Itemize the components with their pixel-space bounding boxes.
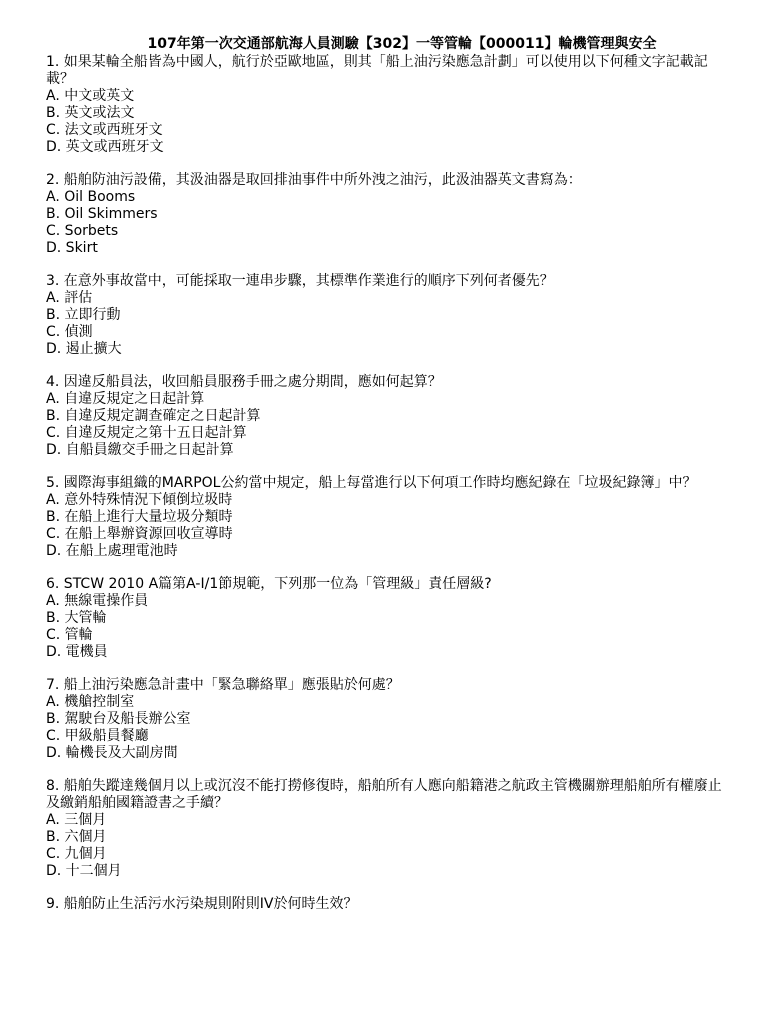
option-a: A. 三個月: [46, 812, 107, 828]
question-5: [46, 475, 728, 560]
option-c: C. 偵測: [46, 324, 93, 340]
option-c: C. 甲級船員餐廳: [46, 728, 149, 744]
option-d: D. 電機員: [46, 644, 108, 660]
option-a: A. 意外特殊情況下傾倒垃圾時: [46, 492, 233, 508]
option-c: C. 九個月: [46, 846, 107, 862]
question-text: 9. 船舶防止生活污水污染規則附則IV於何時生效？: [46, 896, 358, 912]
option-b: B. 大管輪: [46, 610, 107, 626]
option-d: D. Skirt: [46, 240, 98, 256]
option-d: D. 遏止擴大: [46, 341, 122, 357]
option-c: C. Sorbets: [46, 223, 119, 239]
option-b: B. 自違反規定調查確定之日起計算: [46, 408, 261, 424]
exam-title: 107年第一次交通部航海人員測驗【302】一等管輪【000011】輪機管理與安全: [147, 36, 657, 52]
option-b: B. 駕駛台及船長辦公室: [46, 711, 191, 727]
option-d: D. 在船上處理電池時: [46, 543, 178, 559]
option-d: D. 十二個月: [46, 863, 122, 879]
question-6: [46, 576, 728, 661]
option-b: B. Oil Skimmers: [46, 206, 158, 222]
question-text: 8. 船舶失蹤達幾個月以上或沉沒不能打撈修復時，船舶所有人應向船籍港之航政主管機關辦理船舶所有權廢止及繳銷船舶國籍證書之手續？: [46, 778, 722, 811]
option-a: A. 中文或英文: [46, 88, 135, 104]
question-3: [46, 273, 728, 358]
option-list: [46, 290, 728, 358]
option-a: A. 自違反規定之日起計算: [46, 391, 205, 407]
question-8: [46, 778, 728, 880]
option-list: [46, 391, 728, 459]
question-text: 4. 因違反船員法，收回船員服務手冊之處分期間，應如何起算？: [46, 374, 442, 390]
option-c: C. 法文或西班牙文: [46, 122, 163, 138]
option-a: A. 評估: [46, 290, 93, 306]
option-c: C. 管輪: [46, 627, 93, 643]
option-d: D. 自船員繳交手冊之日起計算: [46, 442, 234, 458]
option-a: A. 機艙控制室: [46, 694, 135, 710]
option-c: C. 在船上舉辦資源回收宣導時: [46, 526, 233, 542]
question-text: 2. 船舶防油污設備，其汲油器是取回排油事件中所外洩之油污，此汲油器英文書寫為：: [46, 172, 582, 188]
question-text: 7. 船上油污染應急計畫中「緊急聯絡單」應張貼於何處？: [46, 677, 400, 693]
question-4: [46, 374, 728, 459]
option-c: C. 自違反規定之第十五日起計算: [46, 425, 247, 441]
option-list: [46, 593, 728, 661]
question-1: [46, 54, 728, 156]
option-list: [46, 492, 728, 560]
question-2: [46, 172, 728, 257]
question-text: 3. 在意外事故當中，可能採取一連串步驟，其標準作業進行的順序下列何者優先？: [46, 273, 554, 289]
question-list: [46, 54, 728, 913]
option-b: B. 立即行動: [46, 307, 121, 323]
option-list: [46, 694, 728, 762]
question-text: 1. 如果某輪全船皆為中國人，航行於亞歐地區，則其「船上油污染應急計劃」可以使用以下何種文字記載記載？: [46, 54, 708, 87]
option-a: A. 無線電操作員: [46, 593, 149, 609]
question-7: [46, 677, 728, 762]
option-b: B. 英文或法文: [46, 105, 135, 121]
option-list: [46, 88, 728, 156]
option-a: A. Oil Booms: [46, 189, 136, 205]
question-text: 6. STCW 2010 A篇第A-I/1節規範，下列那一位為「管理級」責任層級?: [46, 576, 492, 592]
option-d: D. 輪機長及大副房間: [46, 745, 178, 761]
option-list: [46, 189, 728, 257]
option-b: B. 在船上進行大量垃圾分類時: [46, 509, 233, 525]
question-9: [46, 896, 728, 913]
question-text: 5. 國際海事組織的MARPOL公約當中規定，船上每當進行以下何項工作時均應紀錄在「垃圾紀錄簿」中？: [46, 475, 697, 491]
option-b: B. 六個月: [46, 829, 107, 845]
option-d: D. 英文或西班牙文: [46, 139, 164, 155]
option-list: [46, 812, 728, 880]
